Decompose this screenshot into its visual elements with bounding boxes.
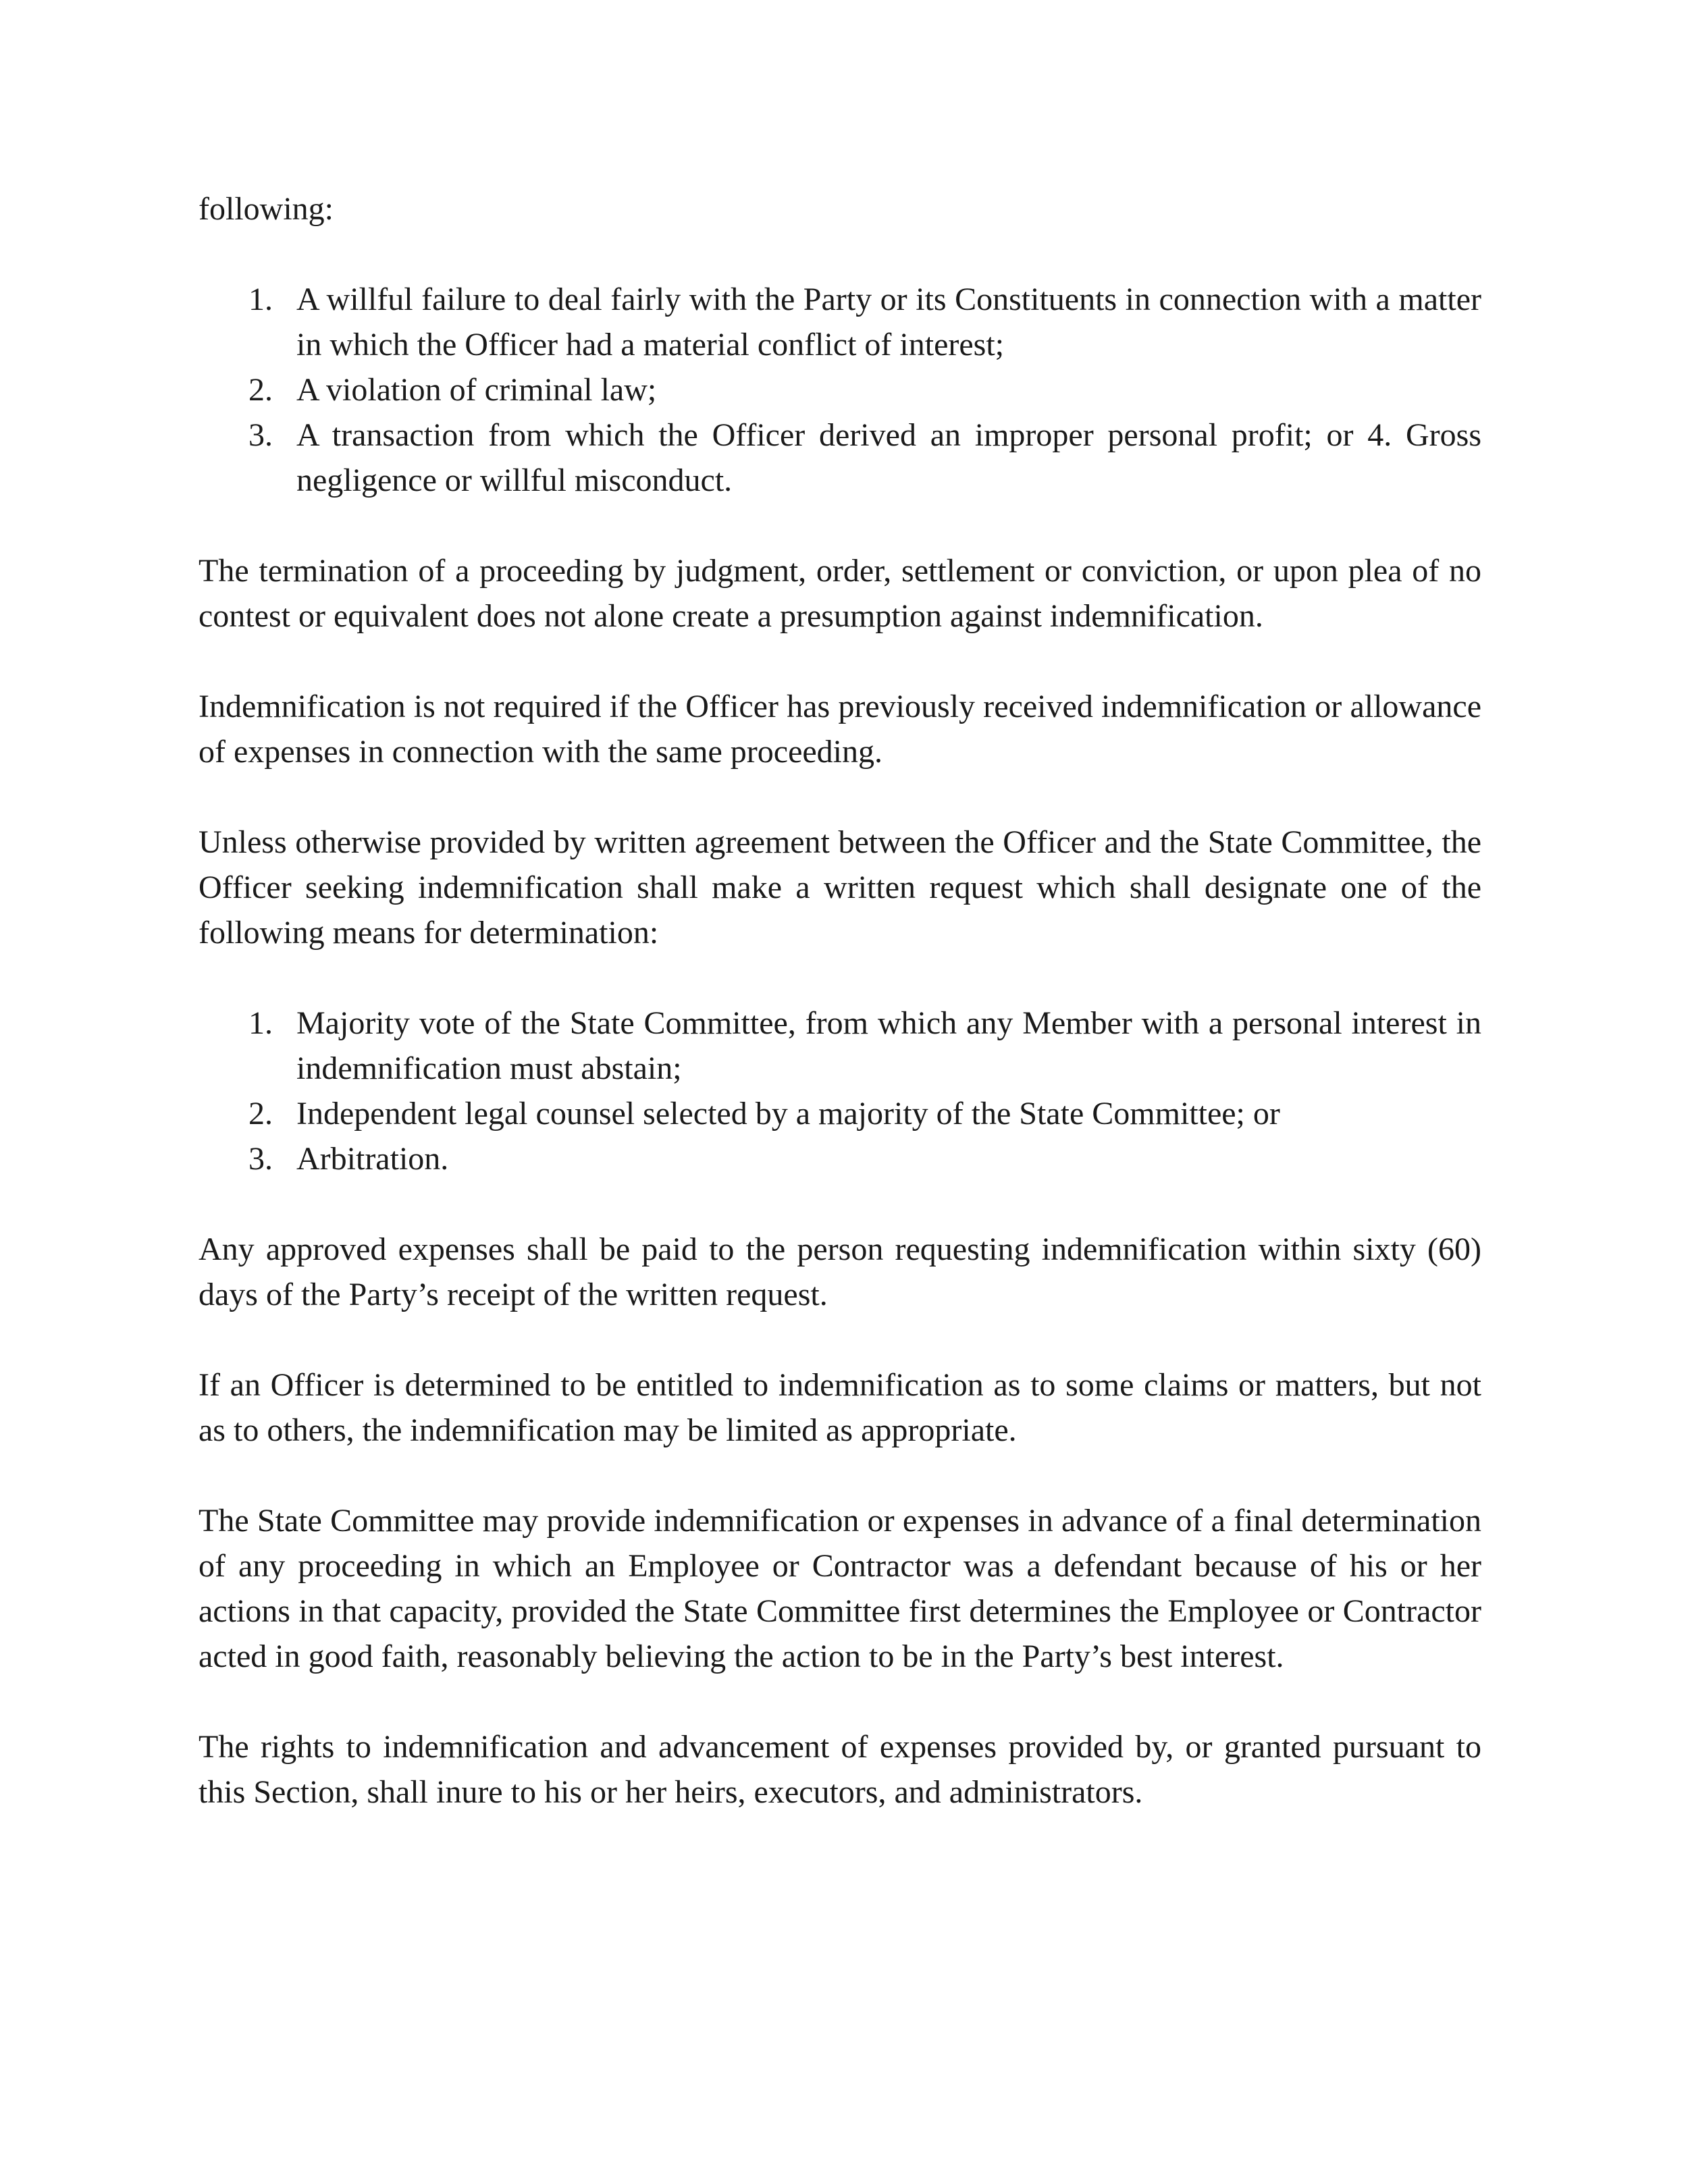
list-marker: 1.	[248, 1005, 273, 1041]
list-item-text: A violation of criminal law;	[296, 372, 657, 408]
list-item	[199, 1091, 1481, 1136]
list-item	[199, 412, 1481, 503]
list-item-text: Majority vote of the State Committee, from which any Member with a personal interest in indemnification must abstain;	[296, 1005, 1481, 1086]
misconduct-list	[199, 277, 1481, 503]
paragraph-not-required: Indemnification is not required if the Officer has previously received indemnification or allowance of expenses in connection with the same proceeding.	[199, 689, 1481, 770]
list-marker: 3.	[248, 417, 273, 453]
list-item-text: A transaction from which the Officer derived an improper personal profit; or 4. Gross negligence or willful misconduct.	[296, 417, 1481, 498]
paragraph-partial-indemnification: If an Officer is determined to be entitled to indemnification as to some claims or matters, but not as to others, the indemnification may be limited as appropriate.	[199, 1367, 1481, 1448]
paragraph-written-request: Unless otherwise provided by written agreement between the Officer and the State Committee, the Officer seeking indemnification shall make a written request which shall designate one of the following means for determination:	[199, 824, 1481, 951]
continuation-text: following:	[199, 191, 334, 227]
list-item-text: Independent legal counsel selected by a majority of the State Committee; or	[296, 1096, 1280, 1131]
list-item-text: A willful failure to deal fairly with the Party or its Constituents in connection with a matter in which the Officer had a material conflict of interest;	[296, 282, 1481, 363]
paragraph-termination: The termination of a proceeding by judgment, order, settlement or conviction, or upon plea of no contest or equivalent does not alone create a presumption against indemnification.	[199, 553, 1481, 634]
list-item	[199, 367, 1481, 412]
page-content	[199, 186, 1481, 1860]
list-item	[199, 277, 1481, 367]
list-marker: 2.	[248, 372, 273, 408]
determination-means-list	[199, 1001, 1481, 1181]
list-marker: 1.	[248, 282, 273, 317]
paragraph-advance-expenses: The State Committee may provide indemnification or expenses in advance of a final determination of any proceeding in which an Employee or Contractor was a defendant because of his or her actions in that capacity, provided the State Committee first determines the Employee or Contractor acted in good faith, reasonably believing the action to be in the Party’s best interest.	[199, 1503, 1481, 1674]
list-marker: 2.	[248, 1096, 273, 1131]
list-item	[199, 1136, 1481, 1181]
list-item	[199, 1001, 1481, 1091]
list-marker: 3.	[248, 1141, 273, 1177]
paragraph-approved-expenses: Any approved expenses shall be paid to the person requesting indemnification within sixty (60) days of the Party’s receipt of the written request.	[199, 1231, 1481, 1312]
paragraph-rights-inure: The rights to indemnification and advancement of expenses provided by, or granted pursuant to this Section, shall inure to his or her heirs, executors, and administrators.	[199, 1729, 1481, 1810]
list-item-text: Arbitration.	[296, 1141, 449, 1177]
